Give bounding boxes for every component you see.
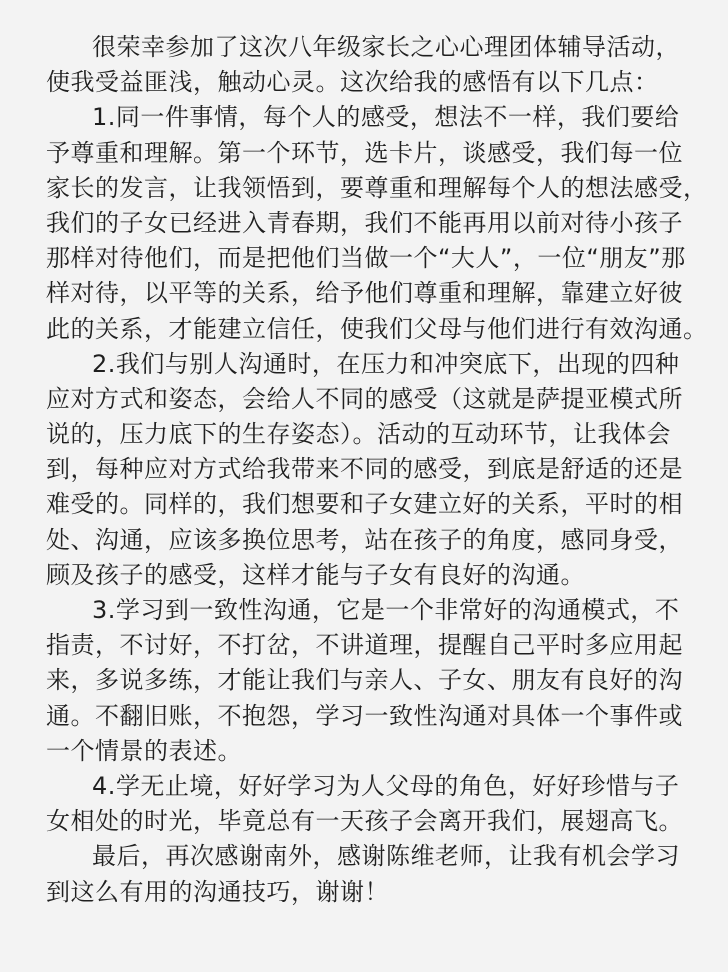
text-line: 来，多说多练，才能让我们与亲人、子女、朋友有良好的沟 <box>46 666 683 695</box>
text-line: 3.学习到一致性沟通，它是一个非常好的沟通模式，不 <box>92 596 680 624</box>
text-line: 一个情景的表述。 <box>46 736 242 765</box>
text-line: 此的关系，才能建立信任，使我们父母与他们进行有效沟通。 <box>46 314 708 343</box>
text-line: 说的，压力底下的生存姿态）。活动的互动环节，让我体会 <box>46 420 671 449</box>
text-line: 处、沟通，应该多换位思考，站在孩子的角度，感同身受， <box>46 525 683 554</box>
text-line: 到，每种应对方式给我带来不同的感受，到底是舒适的还是 <box>46 455 683 484</box>
text-line: 家长的发言，让我领悟到，要尊重和理解每个人的想法感受， <box>46 173 708 202</box>
text-line: 2.我们与别人沟通时，在压力和冲突底下，出现的四种 <box>92 349 680 378</box>
text-line: 顾及孩子的感受，这样才能与子女有良好的沟通。 <box>46 560 585 589</box>
text-line: 那样对待他们，而是把他们当做一个“大人”，一位“朋友”那 <box>46 244 686 273</box>
text-line: 很荣幸参加了这次八年级家长之心心理团体辅导活动， <box>92 33 680 61</box>
text-line: 1.同一件事情，每个人的感受，想法不一样，我们要给 <box>92 103 680 132</box>
text-line: 最后，再次感谢南外，感谢陈维老师，让我有机会学习 <box>92 842 680 871</box>
text-line: 样对待，以平等的关系，给予他们尊重和理解，靠建立好彼 <box>46 279 683 308</box>
text-line: 指责，不讨好，不打岔，不讲道理，提醒自己平时多应用起 <box>46 631 683 660</box>
text-line: 我们的子女已经进入青春期，我们不能再用以前对待小孩子 <box>46 208 683 237</box>
text-line: 通。不翻旧账，不抱怨，学习一致性沟通对具体一个事件或 <box>46 701 683 730</box>
text-line: 难受的。同样的，我们想要和子女建立好的关系，平时的相 <box>46 490 683 519</box>
text-line: 使我受益匪浅，触动心灵。这次给我的感悟有以下几点： <box>46 68 659 97</box>
text-line: 女相处的时光，毕竟总有一天孩子会离开我们，展翅高飞。 <box>46 807 683 836</box>
text-line: 4.学无止境，好好学习为人父母的角色，好好珍惜与子 <box>92 771 680 800</box>
text-line: 予尊重和理解。第一个环节，选卡片，谈感受，我们每一位 <box>46 138 683 167</box>
text-line: 应对方式和姿态，会给人不同的感受（这就是萨提亚模式所 <box>46 384 683 413</box>
text-line: 到这么有用的沟通技巧，谢谢！ <box>46 877 389 906</box>
